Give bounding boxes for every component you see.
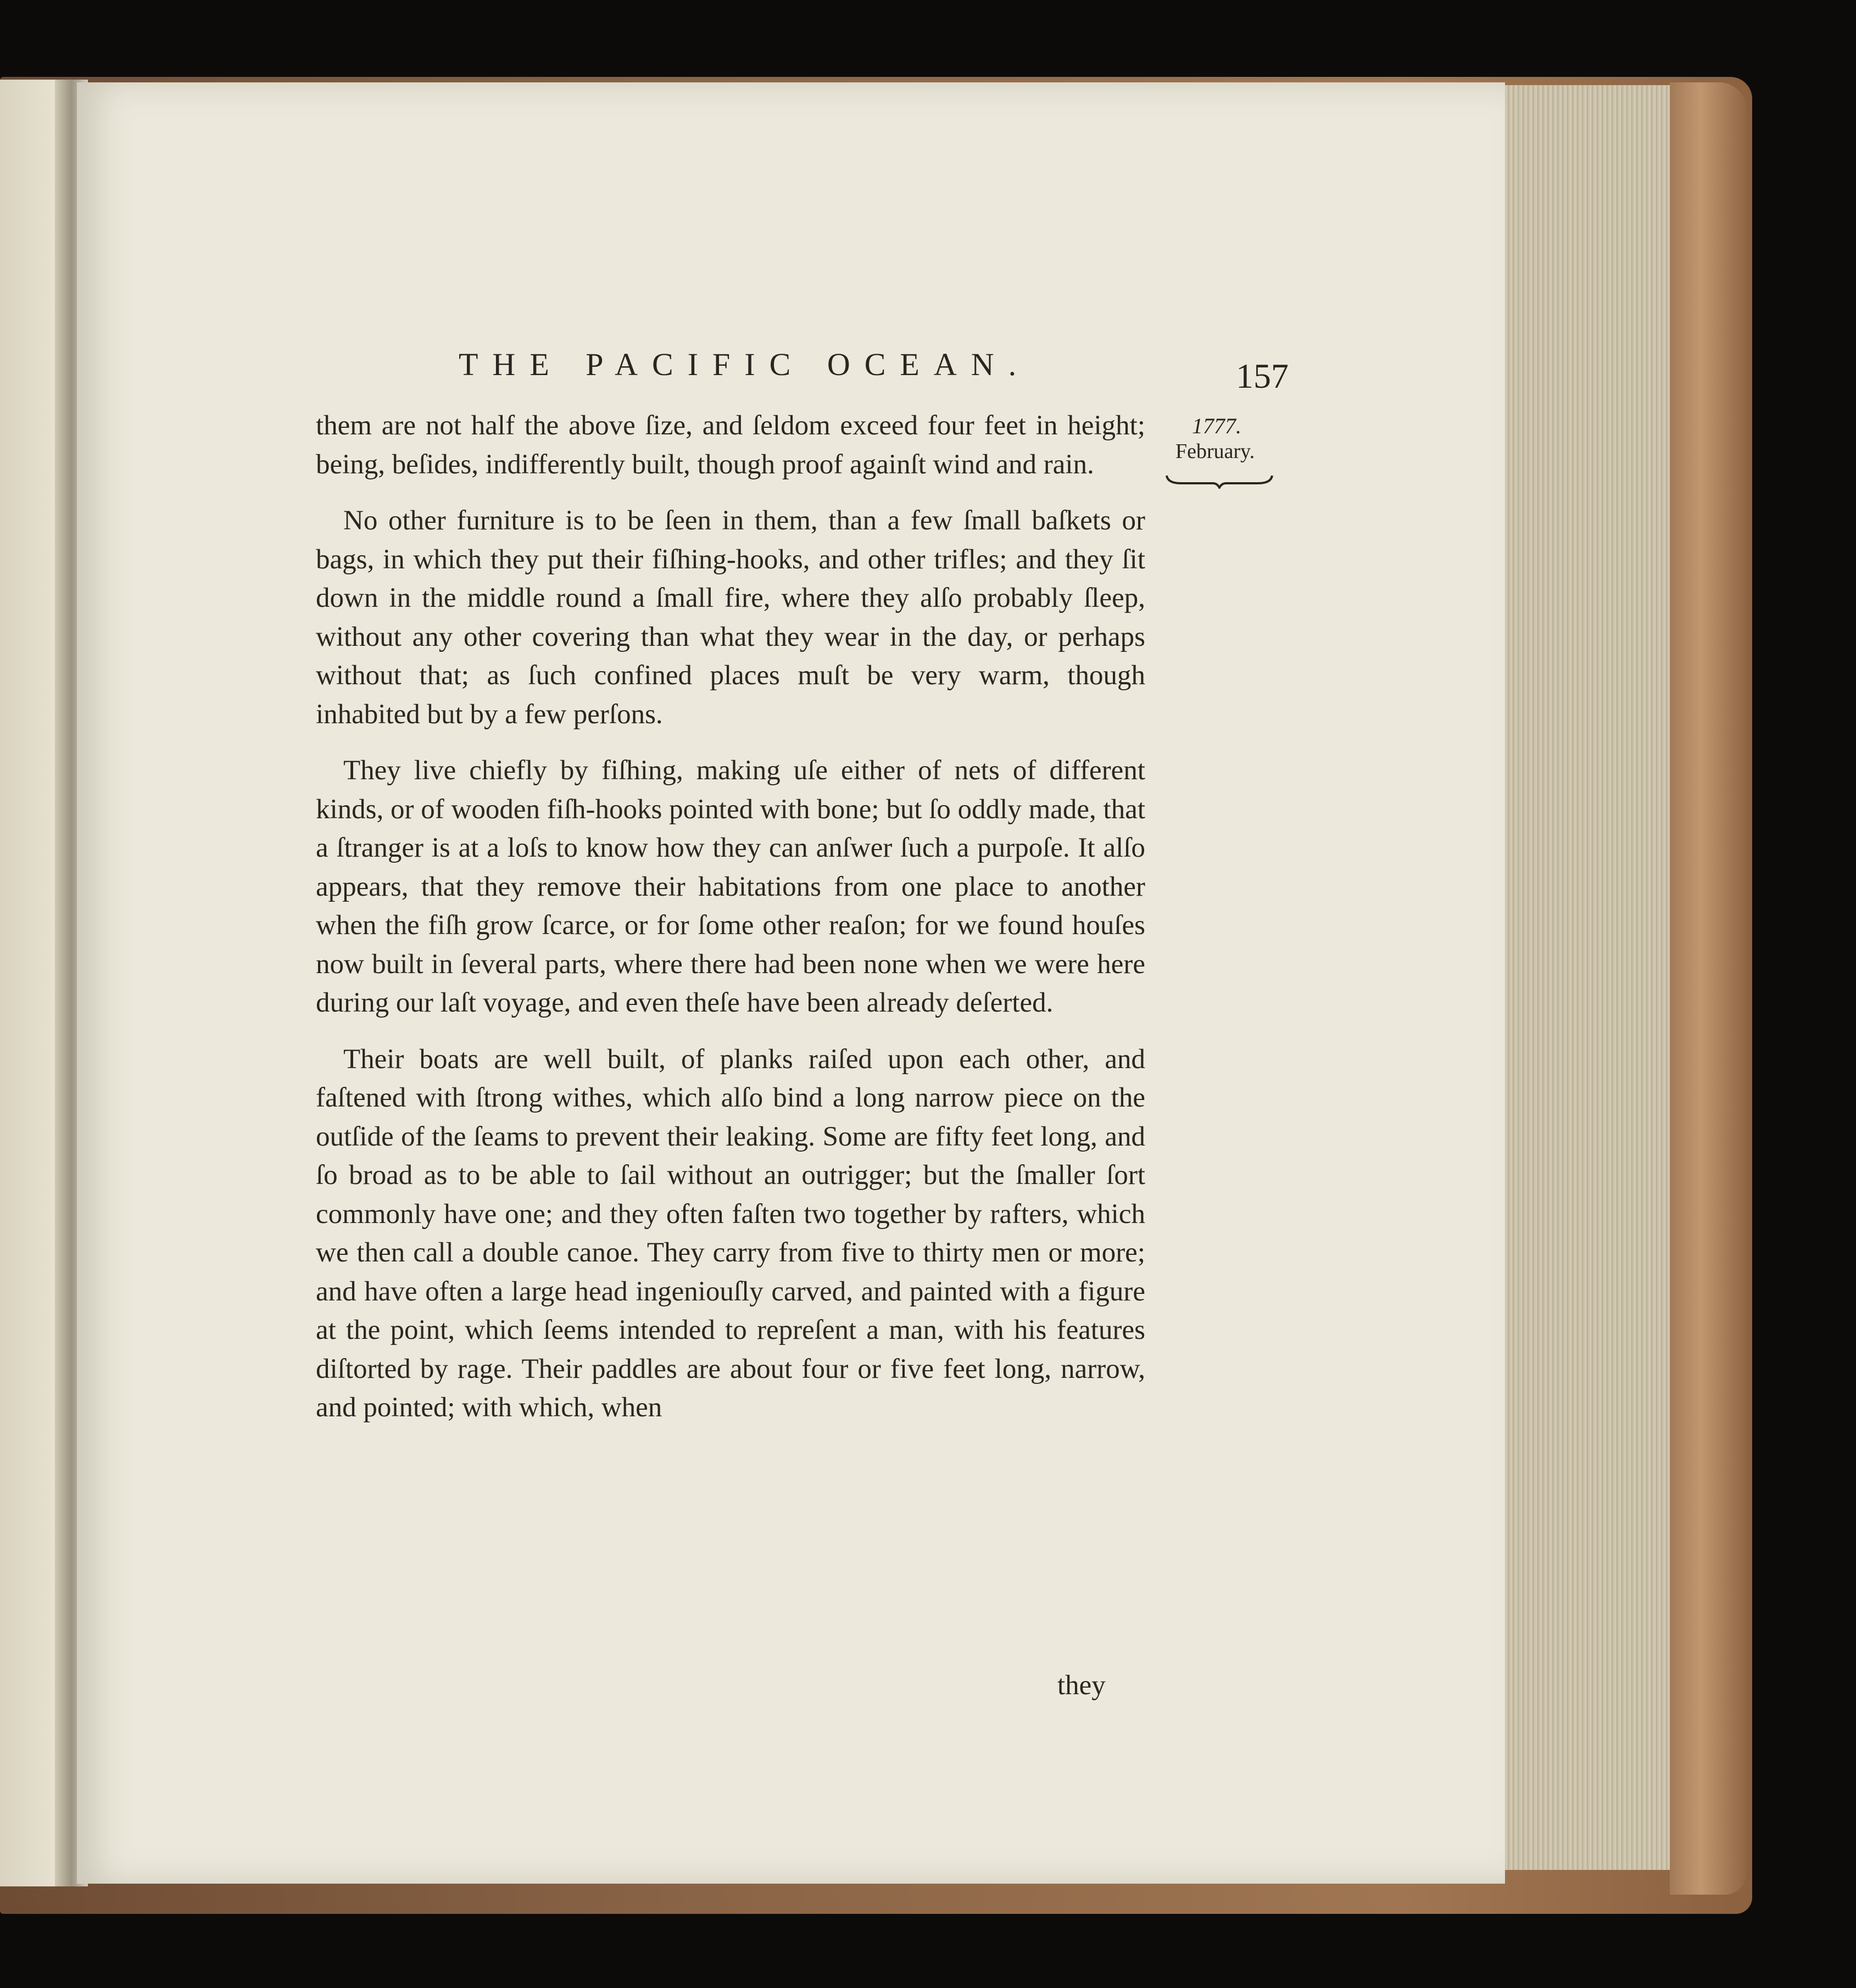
paragraph-3: They live chiefly by fiſhing, making uſe either of nets of different kinds, or of wooden fiſh-hooks pointed with bone; but ſo oddly made, that a ſtranger is at a loſs to know how they can anſwer ſuch a purpoſe. It alſo appears, that they remove their habitations from one place to another when the fiſh grow ſcarce, or for ſome other reaſon; for we found houſes now built in ſeveral parts, where there had been none when we were here during our laſt voyage, and even theſe have been already deſerted. [316,755,1145,1018]
paragraph-1: them are not half the above ſize, and ſeldom exceed four feet in height; being, beſides, indifferently built, though proof againſt wind and rain. [316,410,1145,480]
margin-note-month: February. [1175,440,1255,463]
running-title: THE PACIFIC OCEAN. [459,347,1031,382]
margin-note-year: 1777. [1192,414,1241,438]
paragraph-4: Their boats are well built, of planks raiſed upon each other, and faſtened with ſtrong withes, which alſo bind a long narrow piece on the outſide of the ſeams to prevent their leaking. Some are fifty feet long, and ſo broad as to be able to ſail without an outrigger; but the ſmaller ſort commonly have one; and they often faſten two together by rafters, which we then call a double canoe. They carry from five to thirty men or more; and have often a large head ingeniouſly carved, and painted with a figure at the point, which ſeems intended to repreſent a man, with his features diſtorted by rage. Their paddles are about four or five feet long, narrow, and pointed; with which, when [316,1043,1145,1423]
catchword: they [1057,1670,1106,1701]
page-fore-edge [1505,85,1670,1870]
paragraph-2: No other furniture is to be ſeen in them, than a few ſmall baſkets or bags, in which they put their fiſhing-hooks, and other trifles; and they ſit down in the middle round a ſmall fire, where they alſo probably ſleep, without any other covering than what they wear in the day, or perhaps without that; as ſuch confined places muſt be very warm, though inhabited but by a few perſons. [316,505,1145,730]
cover-board-edge [1670,82,1747,1895]
margin-brace-icon [1164,472,1274,489]
body-text [316,406,1145,1445]
page-number: 157 [1236,356,1289,395]
